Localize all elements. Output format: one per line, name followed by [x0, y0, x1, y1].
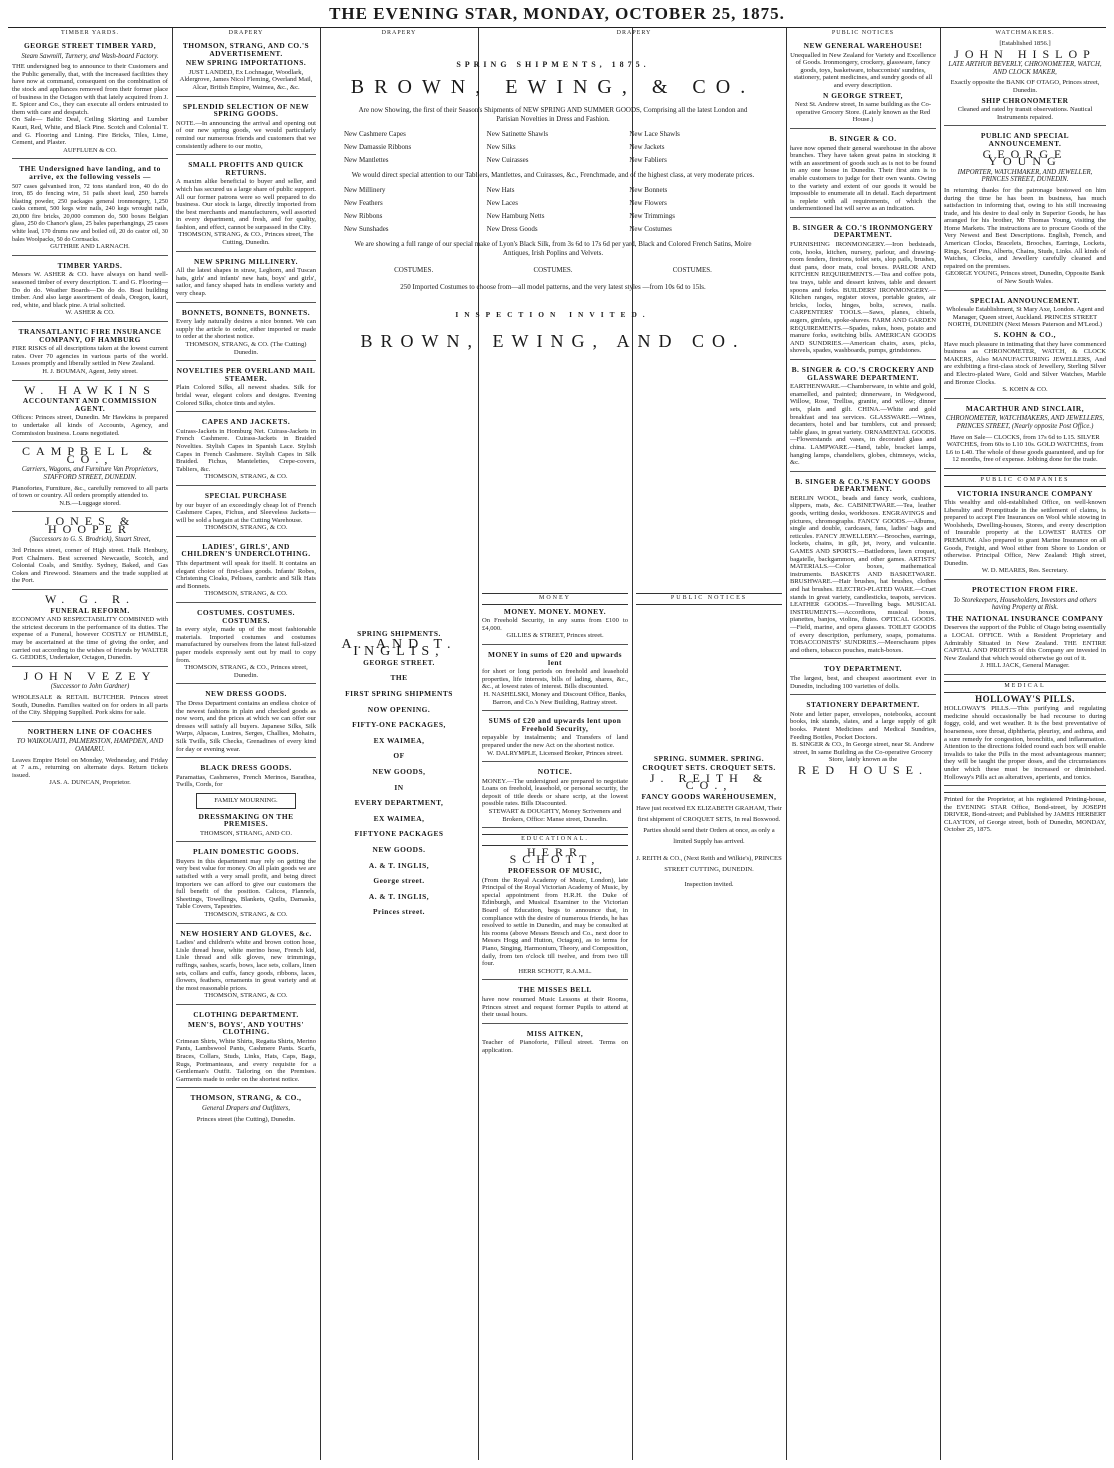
item-entry: New Costumes [629, 225, 672, 233]
ad-firm-name: BROWN, EWING, & CO. [350, 76, 756, 98]
ad-general-warehouse [790, 42, 936, 129]
ad-body: Every lady naturally desires a nice bonnet. We can supply the article to order, either imported or made to order at the shortest notice. [176, 318, 316, 341]
ad-title: TOY DEPARTMENT. [823, 664, 902, 674]
ad-title: NORTHERN LINE OF COACHES [27, 726, 153, 736]
ad-title: MACARTHUR AND SINCLAIR, [965, 403, 1085, 413]
ad-thomson-bonnets [176, 309, 316, 362]
ad-national-insurance [944, 586, 1106, 675]
ad-body: Have just received EX ELIZABETH GRAHAM, Their first shipment of CROQUET SETS, In real Boxwood. Parties should send their Orders at once, as only a limited Supply has arrived. [636, 804, 782, 845]
ad-line: EX WAIMEA, [373, 735, 425, 745]
ad-signature: THOMSON, STRANG, & CO., Princes street, Dunedin. [184, 664, 308, 679]
ad-singer-toy [790, 665, 936, 695]
ad-body: for short or long periods on freehold and leasehold properties, life interests, bills of lading, shares, &c., &c., at lowest rates of interest. Bills discounted. [482, 668, 628, 691]
ad-intro: SPRING SHIPMENTS, 1875. [456, 60, 650, 69]
ad-signature: THOMSON, STRANG, & CO. [204, 524, 288, 532]
ad-title: TRANSATLANTIC FIRE INSURANCE COMPANY, OF HAMBURG [18, 327, 162, 344]
ad-holloway [944, 693, 1106, 787]
ad-footer: Cleaned and rated by transit observations. Nautical Instruments repaired. [957, 106, 1093, 121]
ad-signature: N.B.—Luggage stored. [59, 499, 121, 507]
ad-firm-name: S. KOHN & CO., [993, 330, 1057, 339]
ad-title: NOTICE. [537, 767, 573, 777]
ad-body: have now opened their general warehouse in the above branches. They have taken great pains in stocking it with an assortment of goods such as is not to be found in any one house in Dunedin. Their first aim is to enable customers to judge for their own wants. Owing to the variety and extent of our goods it would be impossible to enumerate all in detail. Each department is replete with all requirements, of which the undermentioned list will serve as an indication. [790, 144, 936, 213]
ad-title: GEORGE STREET TIMBER YARD, [23, 41, 157, 50]
ad-body: Deserves the support of the Public of Otago being essentially a LOCAL OFFICE. With a Resident Proprietary and Admirably Situated in New Zealand. THE ENTIRE CAPITAL AND PROFITS of this Company are invested in New Zealand that which would otherwise go out of it. [944, 624, 1106, 662]
ad-reith [636, 755, 782, 893]
ad-body: JUST LANDED, Ex Lochnagar, Woodlark, Aldergrove, James Nicol Fleming, Overland Mail, Alcar, British Empire, Waimea, &c., &c. [179, 68, 313, 91]
ad-singer-ironmongery [790, 224, 936, 360]
ad-subtitle: ACCOUNTANT AND COMMISSION AGENT. [22, 396, 158, 413]
costumes-label: COSTUMES. [533, 266, 573, 274]
mourning-box: FAMILY MOURNING. [196, 793, 296, 809]
ad-subtitle: To Storekeepers, Householders, Investors and others having Property at Risk. [953, 596, 1097, 612]
item-entry: New Ribbons [344, 212, 383, 220]
ad-title: LADIES', GIRLS', AND CHILDREN'S UNDERCLOTHING. [181, 541, 311, 559]
ad-subtitle: GEORGE STREET. [363, 657, 435, 667]
column-head: DRAPERY [228, 30, 264, 36]
ad-subtitle: IMPORTER, WATCHMAKER, AND JEWELLER, PRINCES STREET, DUNEDIN. [957, 168, 1093, 184]
ad-line: NEW GOODS, [372, 766, 426, 776]
item-entry: New Lace Shawls [629, 130, 680, 138]
ad-title: B. SINGER & CO.'S FANCY GOODS DEPARTMENT. [795, 476, 931, 494]
ad-body: Have on Sale— CLOCKS, from 17s 6d to L15. SILVER WATCHES, from 60s to L10 10s. GOLD WATCHES, from L6 to L40. The whole of these goods guaranteed, and up for 12 months, free of expense. Jobbing done for the trade. [945, 433, 1105, 464]
ad-signature: AUFFLUEN & CO. [63, 146, 117, 154]
ad-singer-stationery [790, 701, 936, 781]
column-divider [320, 28, 321, 1460]
ad-title: SMALL PROFITS AND QUICK RETURNS. [188, 160, 304, 177]
ad-title: BONNETS, BONNETS, BONNETS. [181, 307, 311, 317]
ad-line: THE [390, 673, 408, 683]
ad-body: A maxim alike beneficial to buyer and seller, and which has secured us a large share of public support. All our former patrons were so well prepared to do business. Our stock is large, directly imported from the best merchants and manufacturers, well assorted in every department, and fresh, and for quality, fashion, and effect, cannot be surpassed in the City. [176, 178, 316, 231]
ad-line: EX WAIMEA, [373, 813, 425, 823]
ad-subtitle: DRESSMAKING ON THE PREMISES. [198, 811, 294, 829]
ad-signature: THOMSON, STRANG, & CO. [204, 911, 288, 919]
ad-signature: THOMSON, STRANG, & CO., Princes street, The Cutting, Dunedin. [178, 231, 314, 247]
column-head: DRAPERY [616, 30, 652, 36]
ad-signature: S. KOHN & CO. [1002, 386, 1048, 394]
section-public-notices: PUBLIC NOTICES [636, 593, 782, 605]
ad-thomson-clothing [176, 1011, 316, 1088]
ad-signature: THOMSON, STRANG, & CO. [204, 590, 288, 598]
ad-singer-crockery [790, 366, 936, 472]
ad-signature: THOMSON, STRANG, & CO. [204, 992, 288, 1000]
ad-signature: GEORGE YOUNG, Princes street, Dunedin, Opposite Bank of New South Wales. [945, 270, 1105, 286]
ad-title: THE MISSES BELL [518, 985, 592, 995]
ad-guthrie-larnach [12, 165, 168, 256]
ad-title: THE Undersigned have landing, and to arrive, ex the following vessels — [19, 164, 161, 181]
ad-list: On Sale— Baltic Deal, Ceiling Skirting and Lumber Kauri, Red, White, and Black Pine. Scotch and Colonial T. and G. Flooring and Lining. Fire Bricks, Tiles, Lime, Cement, and Plaster. [12, 116, 168, 147]
ad-singer-fancy [790, 478, 936, 660]
ad-body: Cuirass-Jackets in Homburg Net. Cuirass-Jackets in French Cashmere. Cuirass-Jackets in Braided Novelties. Stylish Capes in Spanish Lace. Stylish Capes in French Cashmere. Stylish Capes in Silk Braided. Fichus, Mantelettes, Crepe-covers, Tabliers, &c. [176, 427, 316, 473]
ad-body: 3rd Princes street, corner of High street. Hulk Henbury, Port Chalmers. Best screened Newcastle, Scotch, and Colonial Coals, and Smithy. Sydney, Baked, and Gas Cokes and Firewood. Steamers and the trade supplied at the Port. [12, 547, 168, 585]
ad-title: NEW DRESS GOODS. [205, 689, 287, 699]
ad-signature: GUTHRIE AND LARNACH. [50, 243, 130, 251]
ad-line: OF [393, 751, 405, 761]
item-entry: New Jackets [629, 143, 665, 151]
ad-title: PROTECTION FROM FIRE. [972, 585, 1078, 595]
ad-thomson-dress [176, 690, 316, 758]
ad-miss-aitken [482, 1030, 628, 1059]
ad-coaches [12, 728, 168, 791]
item-entry: New Flowers [629, 199, 667, 207]
ad-timber-yard [12, 42, 168, 159]
ad-body: The largest, best, and cheapest assortment ever in Dunedin, including 100 varieties of dolls. [790, 674, 936, 690]
ad-body: In returning thanks for the patronage bestowed on him during the time he has been in business, has much satisfaction in informing that, owing to his still increasing trade, and his desire to deal only in Superior Goods, he has arranged for his brother, Mr Thomas Young, visiting the Home Markets. The instructions are to procure Goods of the Very Newest and Best Descriptions. English, French, and American Clocks, Bracelets, Brooches, Earrings, Lockets, Rings, Scarf Pins, Alberts, Chains, Studs, Links. All kinds of Watches, Clocks, and Jewellery carefully cleaned and repaired on the premises. [944, 186, 1106, 270]
ad-signature: H. NASHELSKI, Money and Discount Office, Banks, Barron, and Co.'s New Building, Rattray street. [483, 690, 627, 706]
item-entry: New Hats [486, 186, 515, 194]
ad-line: FIFTYONE PACKAGES [354, 829, 444, 839]
item-entry: New Bonnets [629, 186, 668, 194]
ad-title: SPRING. SUMMER. SPRING. [653, 753, 765, 763]
item-entry: New Feathers [344, 199, 383, 207]
ad-red-house: RED HOUSE. [797, 762, 928, 777]
ad-firm-name: J. REITH & CO., [649, 770, 769, 793]
ad-body: 507 cases galvanised iron, 72 tons standard iron, 40 do do iron, 85 do fencing wire, 51 pails sheet lead, 250 barrels blasting powder, 250 packages general ironmongery, 1,250 casks cement, 500 kegs wire nails, 240 kegs wrought nails, 20,000 fire bricks, 20,000 common do, 500 boxes Belgian glass, 250 do Chance's glass, 25 bales paperhangings, 25 cases white lead, 170 drums raw and boiled oil, 20 do castor oil, 30 bales Woolpacks, 50 do Cornsacks. [12, 182, 168, 243]
ad-firm-name: THE NATIONAL INSURANCE COMPANY [946, 613, 1104, 623]
ad-thomson-hosiery [176, 930, 316, 1005]
costumes-label: COSTUMES. [394, 266, 434, 274]
ad-kohn [944, 297, 1106, 399]
ad-thomson-costumes [176, 609, 316, 684]
section-public-companies: PUBLIC COMPANIES [944, 475, 1106, 487]
ad-thomson-plain [176, 848, 316, 923]
ad-money-gillies [482, 608, 628, 645]
column-3 [324, 590, 474, 1458]
ad-body: Teacher of Pianoforte, Filleul street. Terms on application. [482, 1039, 628, 1054]
ad-signature: GILLIES & STREET, Princes street. [506, 632, 604, 640]
ad-body: Princes street (the Cutting), Dunedin. [196, 1115, 296, 1123]
ad-subtitle: TO WAIKOUAITI, PALMERSTON, HAMPDEN, AND OAMARU. [16, 738, 164, 753]
ad-title: MONEY. MONEY. MONEY. [503, 606, 607, 616]
ad-subtitle: PROFESSOR OF MUSIC, [507, 866, 603, 876]
ad-title: CAPES AND JACKETS. [201, 417, 291, 427]
ad-text: Are now Showing, the first of their Season's Shipments of NEW SPRING AND SUMMER GOODS, Comprising all the latest London and Parisian Novelties in Dress and Fashion. [358, 106, 748, 123]
ad-line: A. & T. INGLIS, [368, 891, 430, 901]
ad-subtitle: (Successors to G. S. Brodrick), Stuart Street, [29, 536, 151, 544]
ad-title: JONES & HOOPER [44, 514, 136, 536]
ad-firm-footer: BROWN, EWING, AND CO. [360, 331, 746, 351]
ad-thomson-underclothing [176, 543, 316, 603]
ad-subtitle: (Successor to John Gardner) [50, 683, 130, 691]
ad-body: repayable by instalments; and Transfers of land prepared under the new Act on the shortest notice. [482, 734, 628, 749]
ad-line: NEW GOODS. [372, 844, 426, 854]
ad-signature: W. DALRYMPLE, Licensed Broker, Princes street. [487, 749, 623, 757]
ad-body: ECONOMY AND RESPECTABILITY COMBINED with the strictest decorum in the performance of its duties. The expense of a Funeral, however COSTLY or HUMBLE, may be ascertained at the time of giving the order, and carried out according to the wishes of friends by WALTER G. GEDDES, Undertaker, Octagon, Dunedin. [12, 616, 168, 662]
ad-title: SPECIAL ANNOUNCEMENT. [970, 295, 1080, 305]
ad-subtitle: NEW SPRING IMPORTATIONS. [185, 58, 307, 68]
item-entry: New Damassie Ribbons [344, 143, 412, 151]
ad-signature: HERR SCHOTT, R.A.M.L. [518, 967, 592, 975]
ad-subtitle: General Drapers and Outfitters, [202, 1104, 290, 1112]
ad-body: Unequalled in New Zealand for Variety and Excellence of Goods. Ironmongery, crockery, glassware, fancy goods, toys, basketware, tobacconists' sundries, stationery, patent medicines, and sundry goods of all and every description. [790, 51, 936, 89]
masthead: THE EVENING STAR, MONDAY, OCTOBER 25, 1875. [329, 4, 785, 23]
item-grid [344, 186, 762, 234]
ad-body: THE undersigned beg to announce to their Customers and the Public generally, that, with the increased facilities they have now at command, consequent on the combination of the stock and appliances removed from their former place of business in the Octagon with that lately acquired from J. E. Spicer and Co., they can execute all orders entrusted to them with care and despatch. [12, 63, 168, 116]
ad-body: Pianofortes, Furniture, &c., carefully removed to all parts of town or country. All orders promptly attended to. [12, 484, 168, 500]
item-entry: New Sunshades [344, 225, 389, 233]
ad-body: In every style, made up of the most fashionable materials. Imported costumes and costumes manufactured by ourselves from the latest full-sized paper models expressly sent out by mail to copy from. [176, 626, 316, 664]
ad-line: FIFTY-ONE PACKAGES, [352, 720, 446, 730]
ad-thomson-spring [176, 103, 316, 156]
ad-body: HOLLOWAY'S PILLS.—This purifying and regulating medicine should occasionally be had recourse to during foggy, cold, and wet weather. It is the best preventative of hoarseness, sore throat, diphtheria, pleurisy, and asthma, and a sure remedy for congestion, bronchitis, and inflammation. Attention to the directions folded round each box will enable invalids to take the Pills in the most advantageous manner; they will be taught the proper doses, and the circumstances under which these must be increased or diminished. Holloway's Pills act as alteratives, aperients, and tonics. [944, 705, 1106, 781]
ad-thomson-novelties [176, 367, 316, 412]
ad-body: Note and letter paper, envelopes, notebooks, account books, ink stands, slates, and a large supply of gilt books. Patent Medicines and Medical Sundries, Feeding Bottles, Pocket Doctors. [790, 710, 936, 741]
ad-line: NOW OPENING. [367, 704, 431, 714]
ad-thomson-profits [176, 161, 316, 252]
ad-hawkins [12, 382, 168, 443]
ad-subtitle: CROQUET SETS. CROQUET SETS. [642, 763, 776, 773]
column-5 [636, 590, 782, 1458]
ad-body: Leaves Empire Hotel on Monday, Wednesday, and Friday at 7 a.m., returning on alternate days. Return tickets issued. [12, 756, 168, 779]
column-divider [940, 28, 941, 1460]
ad-title: W. HAWKINS [24, 382, 156, 397]
item-entry: New Hamburg Netts [486, 212, 545, 220]
ad-signature: Next St. Andrew street, In same building as the Co-operative Grocery Store. (Lately known as the Red House.) [794, 101, 932, 124]
item-entry: New Cuirasses [486, 156, 529, 164]
ad-street: N GEORGE STREET, [823, 90, 903, 100]
ad-body: Messrs W. ASHER & CO. have always on hand well-seasoned timber of every description. T. and G. Flooring—Do do do. Weather Boards—Do do do. Boat building timber. And also large assortment of deals, Oregon, kauri, red, white, and black pine. A trial solicited. [12, 271, 168, 309]
ad-singer-intro [790, 135, 936, 218]
ad-brown-ewing [324, 40, 782, 580]
ad-text: 250 Imported Costumes to choose from—all model patterns, and the very latest styles —from 10s 6d to 15ls. [400, 283, 706, 291]
ad-line: FIRST SPRING SHIPMENTS [345, 688, 453, 698]
ad-subtitle: FUNERAL REFORM. [50, 605, 130, 615]
ad-body: (From the Royal Academy of Music, London), late Principal of the Royal Victorian Academy of Music, by special appointment from H.R.H. the Duke of Edinburgh, and Musical Examiner to the Victorian Board of Education, begs to announce that, in compliance with the desire of numerous friends, he has resolved to settle in Dunedin, and may be consulted at his rooms (above Messrs Bresch and Co., next door to Messrs Hogg and Hutton, Octagon), as to terms for Piano, Singing, Harmonium, Theory, and Composition, daily, from ten o'clock till twelve, and from two till four. [482, 876, 628, 968]
ad-signature: B. SINGER & CO., In George street, near St. Andrew street, In same Building as the Co-operative Grocery Store, lately known as the [791, 741, 935, 764]
ad-thomson-millinery [176, 258, 316, 303]
ad-title: B. SINGER & CO. [829, 133, 897, 143]
ad-signature: THOMSON, STRANG, & CO. [204, 473, 288, 481]
ad-body: MONEY.—The undersigned are prepared to negotiate Loans on freehold, leasehold, or personal security, the deposit of title deeds or share scrip, at the lowest possible rates. Bills Discounted. [482, 777, 628, 808]
ad-title: SPECIAL PURCHASE [204, 490, 288, 500]
ad-thomson-footer [176, 1094, 316, 1127]
ad-title: SUMS of £20 and upwards lent upon Freehold Security, [488, 716, 622, 733]
ad-subtitle: LATE ARTHUR BEVERLY, CHRONOMETER, WATCH, AND CLOCK MAKER, [948, 61, 1102, 76]
ad-title: B. SINGER & CO.'S IRONMONGERY DEPARTMENT. [792, 222, 934, 240]
ad-signature: STEWART & DOUGHTY, Money Scriveners and Brokers, Office: Manse street, Dunedin. [488, 808, 622, 823]
ad-firm-name: GEORGE YOUNG [982, 146, 1068, 169]
ad-thomson-intro [176, 42, 316, 97]
item-entry: New Trimmings [629, 212, 676, 220]
ad-text: We would direct special attention to our Tabliers, Mantlettes, and Cuirasses, &c., Frenchmade, and of the highest class, at very moderate prices. [351, 171, 755, 179]
ad-body: Buyers in this department may rely on getting the very best value for money. On all plain goods we are satisfied with a very small profit, and being direct importers we can afford to give our customers the full benefit of the position. Calicos, Flannels, Sheetings, Towellings, Blankets, Quilts, Damasks, Table Covers, Tapestries. [176, 857, 316, 911]
ad-signature: JAS. A. DUNCAN, Proprietor. [49, 779, 131, 787]
ad-title: CLOTHING DEPARTMENT. [193, 1009, 299, 1019]
item-entry: New Fabliers [629, 156, 667, 164]
column-head: DRAPERY [381, 30, 417, 36]
ad-subtitle: FANCY GOODS WAREHOUSEMEN, [641, 791, 777, 801]
ad-signature: H. J. BOUMAN, Agent, Jetty street. [42, 367, 138, 375]
item-entry: New Millinery [344, 186, 386, 194]
ad-signature: J. HILL JACK, General Manager. [980, 662, 1070, 670]
ad-title: TIMBER YARDS. [57, 260, 123, 270]
ad-money-dalrymple [482, 717, 628, 762]
ad-title: NOVELTIES PER OVERLAND MAIL STEAMER. [176, 366, 316, 383]
ad-victoria-insurance [944, 490, 1106, 581]
item-entry: New Laces [486, 199, 518, 207]
ad-signature: THOMSON, STRANG, & CO. (The Cutting) Dunedin. [185, 341, 307, 356]
ad-title: MISS AITKEN, [526, 1028, 584, 1038]
ad-signature: THOMSON, STRANG, AND CO. [200, 829, 292, 837]
ad-title: JOHN HISLOP [954, 46, 1096, 61]
item-entry: New Satinette Shawls [486, 130, 549, 138]
ad-title: VICTORIA INSURANCE COMPANY [957, 488, 1093, 498]
ad-line: IN [394, 782, 404, 792]
item-grid [344, 130, 762, 165]
ad-title: B. SINGER & CO.'S CROCKERY AND GLASSWARE DEPARTMENT. [791, 364, 935, 382]
column-head: WATCHMAKERS. [995, 30, 1055, 36]
ad-title: SPRING SHIPMENTS. [357, 629, 441, 638]
item-entry: New Mantlettes [344, 156, 389, 164]
ad-money-nashelski [482, 651, 628, 711]
ad-title: CAMPBELL & CO., [22, 444, 158, 466]
ad-asher [12, 262, 168, 322]
ad-body: by our buyer of an exceedingly cheap lot of French Cashmere Capes, Fichus, and Sleeveless Jackets—will be sold a bargain at the Cutting Warehouse. [176, 501, 316, 524]
ad-body: have now resumed Music Lessons at their Rooms, Princes street and request former Pupils to attend at their usual hours. [482, 995, 628, 1019]
ad-george-young [944, 132, 1106, 290]
ad-body: Wholesale Establishment, St Mary Axe, London. Agent and Manager, Queen street, Auckland. PRINCES STREET NORTH, DUNEDIN (Next Messrs Paterson and M'Leod.) [946, 306, 1104, 329]
column-6 [790, 40, 936, 1458]
ad-title: NEW HOSIERY AND GLOVES, &c. [180, 928, 312, 938]
ad-funeral [12, 592, 168, 667]
ad-body: FIRE RISKS of all descriptions taken at the lowest current rates. Over 70 agencies in various parts of the world. Losses promptly and liberally settled in New Zealand. [12, 345, 168, 368]
ad-title: THOMSON, STRANG, AND CO.'S ADVERTISEMENT. [182, 41, 310, 58]
ad-chronometer: SHIP CHRONOMETER [981, 95, 1069, 105]
ad-body: WHOLESALE & RETAIL BUTCHER. Princes street South, Dunedin. Families waited on for orders in all parts of the City. Shipping Supplied. Pork skins for sale. [12, 693, 168, 717]
ad-title: MONEY in sums of £20 and upwards lent [487, 649, 622, 667]
ad-money-notice [482, 768, 628, 828]
ad-title: NEW GENERAL WAREHOUSE! [803, 41, 923, 50]
ad-line: A. & T. INGLIS, [368, 860, 430, 870]
ad-signature: J. REITH & CO., (Next Reith and Wilkie's), PRINCES STREET CUTTING, DUNEDIN. [636, 854, 782, 873]
ad-herr-schott [482, 844, 628, 981]
ad-title: COSTUMES. COSTUMES. COSTUMES. [197, 608, 295, 625]
column-divider [786, 28, 787, 1460]
ad-line: Princes street. [372, 907, 426, 917]
ad-lines [324, 674, 474, 916]
ad-firm-name: A. AND T. INGLIS, [341, 636, 457, 660]
column-1 [12, 40, 168, 1458]
ad-thomson-black-dress [176, 764, 316, 842]
ad-transatlantic [12, 328, 168, 381]
ad-title: NEW SPRING MILLINERY. [193, 256, 299, 266]
section-money: MONEY [482, 593, 628, 605]
ad-body: Have much pleasure in intimating that they have commenced business as CHRONOMETER, WATCH, & CLOCK MAKERS, Also MANUFACTURING JEWELLERS, And are exhibiting a first-class stock of Jewellery, Sterling Silver and Electro-plated Ware, Gold and Silver Watches, Marble and Bronze Clocks. [944, 340, 1106, 386]
column-head: PUBLIC NOTICES [831, 30, 895, 36]
item-entry: New Cashmere Capes [344, 130, 406, 138]
ad-macarthur [944, 405, 1106, 469]
ad-line: George street. [373, 876, 425, 886]
ad-body: EARTHENWARE.—Chamberware, in white and gold, enamelled, and painted; dinnerware, in Wedgwood, Willow, Rose, Trelliss, granite, and willow; dinner sets, plain and gilt. CHINA.—White and gold breakfast and tea services. GLASSWARE.—Wines, decanters, hotel and bar tumblers, cut and pressed; table glass, in great variety. ORNAMENTAL GOODS.—Flowerstands and vases, in decorated glass and china. LAMPWARE.—Hand, table, bracket lamps, hanging lamps, chandeliers, globes, chimneys, wicks, &c. [790, 383, 936, 467]
ad-body: Plain Colored Silks, all newest shades. Silk for bridal wear, elegant colors and designs. Evening Colored Silks, choice tints and styles. [176, 384, 316, 407]
ad-body: On Freehold Security, in any sums from £100 to £4,000. [482, 617, 628, 632]
ad-vezey [12, 668, 168, 722]
ad-body: Offices: Princes street, Dunedin. Mr Hawkins is prepared to undertake all kinds of Accounts, Agency, and Commission business. Loans negotiated. [12, 414, 168, 437]
ad-body: This department will speak for itself. It contains an elegant choice of first-class goods. Infants' Robes, Christening Cloaks, Pelisses, cambric and Silk Hats and Bonnets. [176, 560, 316, 590]
column-7 [944, 40, 1106, 1458]
ad-title: W. G. R. [45, 592, 135, 607]
ad-campbell [12, 444, 168, 512]
ad-thomson-special [176, 492, 316, 537]
ad-subtitle: Carriers, Wagons, and Furniture Van Proprietors, STAFFORD STREET, DUNEDIN. [21, 466, 159, 481]
ad-text: We are showing a full range of our special make of Lyon's Black Silk, from 3s 6d to 17s 6d per yard, Black and Colored French Satins, Moire Antiques, Irish Poplins and Velvets. [354, 240, 752, 257]
ad-body: Exactly opposite the BANK OF OTAGO, Princes street, Dunedin. [950, 79, 1100, 94]
ad-misses-bell [482, 986, 628, 1023]
column-divider [172, 28, 173, 1460]
imprint: Printed for the Proprietor, at his registered Printing-house, the EVENING STAR Office, Bond-street, by JOSEPH DRIVER, Bond-street; and Published by JAMES HERBERT CLAYTON, of George street, both of Dunedin, MONDAY, October 25, 1875. [944, 792, 1106, 834]
ad-footer: Inspection invited. [684, 880, 734, 888]
ad-body: Paramattas, Cashmeres, French Merinos, Barathea, Twills, Cords, for [176, 773, 316, 789]
ad-inglis [324, 630, 474, 928]
ad-body: Crimean Shirts, White Shirts, Regatta Shirts, Merino Pants, Lambswool Pants, Cashmere Pants. Scarfs, Braces, Collars, Studs, Links, Hats, Caps, Bags, Rugs, Portmanteaus, and every requisite for a Gentleman's Outfit. Tailoring on the Premises. Garments made to order on the shortest notice. [176, 1037, 316, 1083]
ad-signature: W. D. MEARES, Res. Secretary. [981, 567, 1069, 575]
ad-body: FURNISHING IRONMONGERY.—Iron bedsteads, cots, hooks, kitchen, nursery, parlour, and drawing-room fenders, fireirons, toilet sets, slop pails, brushes, dust pans, door mats, coal boxes. PARLOR AND KITCHEN REQUIREMENTS.—Tea and coffee pots, tea trays, table and dessert knives, table and dessert spoons and forks. BUILDERS' IRONMONGERY.—Kitchen ranges, register stoves, portable grates, air bricks, locks, hinges, bolts, screws, nails. CARPENTERS' TOOLS.—Saws, planes, chisels, augers, gimlets, spoke-shaves. FARM AND GARDEN REQUIREMENTS.—Spades, rakes, hoes, potato and manure forks, switching bills. AMERICAN GOODS AND SUNDRIES.—American chairs, axes, picks, shovels, spades, washboards, pumps, grindstones. [790, 241, 936, 355]
ad-invite: INSPECTION INVITED. [455, 310, 651, 319]
ad-established: [Established 1856.] [999, 40, 1051, 47]
ad-body: Ladies' and children's white and brown cotton hose, Lisle thread hose, white merino hose, French kid, Lisle thread and silk gloves, new trimmings, ruffings, sashes, scarfs, bows, lace sets, collars, linen sets, collars and cuffs, fancy goods, ribbons, laces, flowers, feathers, ornaments in great variety and at the most reasonable prices. [176, 939, 316, 992]
column-head: TIMBER YARDS. [60, 30, 120, 36]
ad-title: HOLLOWAY'S PILLS. [975, 693, 1075, 704]
item-entry: New Silks [486, 143, 516, 151]
ad-subtitle: MEN'S, BOYS', AND YOUTHS' CLOTHING. [188, 1019, 304, 1037]
column-2 [176, 40, 316, 1458]
ad-title: STATIONERY DEPARTMENT. [806, 700, 920, 710]
ad-title: HERR SCHOTT, [509, 844, 601, 867]
column-4 [482, 590, 628, 1458]
ad-subtitle: CHRONOMETER, WATCHMAKERS, AND JEWELLERS, PRINCES STREET, (Nearly opposite Post Office.) [945, 415, 1105, 430]
costumes-label: COSTUMES. [672, 266, 712, 274]
item-entry: New Dress Goods [486, 225, 538, 233]
ad-title: PLAIN DOMESTIC GOODS. [193, 847, 299, 857]
ad-jones-hooper [12, 514, 168, 590]
ad-thomson-capes [176, 418, 316, 486]
ad-body: All the latest shapes in straw, Leghorn, and Tuscan hats, girls' and infants' new hats, boys' and girls', sailor, and fancy shaped hats in endless variety and very cheap. [176, 267, 316, 298]
ad-title: JOHN VEZEY [23, 668, 157, 683]
ad-subtitle: Steam Sawmill, Turnery, and Wash-board Factory. [21, 52, 159, 60]
ad-title: PUBLIC AND SPECIAL ANNOUNCEMENT. [980, 131, 1070, 148]
ad-body: NOTE.—In announcing the arrival and opening out of our new spring goods, we would particularly remind our numerous friends and customers that we consistently adhere to our motto, [176, 119, 316, 150]
ad-title: SPLENDID SELECTION OF NEW SPRING GOODS. [182, 101, 310, 119]
ad-title: THOMSON, STRANG, & CO., [190, 1093, 302, 1103]
section-educational: EDUCATIONAL. [482, 834, 628, 846]
ad-line: EVERY DEPARTMENT, [354, 798, 444, 808]
ad-body: This wealthy and old-established Office, on well-known Liberality and Promptitude in the settlement of claims, is prepared to accept Fire Insurances on Wool while stowing in Woolsheds, Dwelling-houses, Stores, and every description of Insurable property at the LOWEST RATES OF PREMIUM. Also prepared to grant Marine Insurance on all Goods, Freight, and Wool either from Shore to London or otherwise. Principal Office, New Zealand: High street, Dunedin. [944, 499, 1106, 567]
ad-title: BLACK DRESS GOODS. [200, 763, 292, 773]
section-medical: MEDICAL [944, 681, 1106, 693]
ad-body: The Dress Department contains an endless choice of the newest fashions in plain and checked goods as now worn, and the prices at which we can offer our dresses will satisfy all buyers. Japanese Silks, Silk Warps, Alpacas, Lustres, Serges, Challies, Mohairs, Silk Twills, Silk Checks, Grenadines of every kind for day or evening wear. [176, 699, 316, 753]
ad-signature: W. ASHER & CO. [65, 309, 115, 317]
ad-body: BERLIN WOOL, beads and fancy work, cushions, slippers, mats, &c. CABINETWARE.—Tea, leather goods, writing desks, workboxes. ENGRAVINGS and pictures, chromographs. FANCY GOODS.—Albums, single and double, cardcases, fans, ladies' bags and reticules. FANCY JEWELLERY.—Brooches, earrings, lockets, chains, in gilt, jet, ivory, and vulcanite. GAMES AND SPORTS.—Battledores, lawn croquet, bagatelle, backgammon, and other games. ARTISTS' MATERIALS.—Color boxes, mathematical instruments. BASKETS AND BASKETWARE. BRUSHWARE.—Hair brushes, hat brushes, clothes and hat brushes. ELECTRO-PLATED WARE.—Cruet stands in great variety, candlesticks, teapots, services. LEATHER GOODS.—Travelling bags. MUSICAL INSTRUMENTS.—Accordions, musical boxes, pianettes, banjos, violins, flutes. OPTICAL GOODS.—Field, marine, and opera glasses. TOILET GOODS of every description, perfumery, soaps, pomatums. TOBACCONISTS' SUNDRIES.—Meerschaum pipes and others, tobacco pouches, match-boxes. [790, 494, 936, 654]
ad-hislop [944, 40, 1106, 126]
